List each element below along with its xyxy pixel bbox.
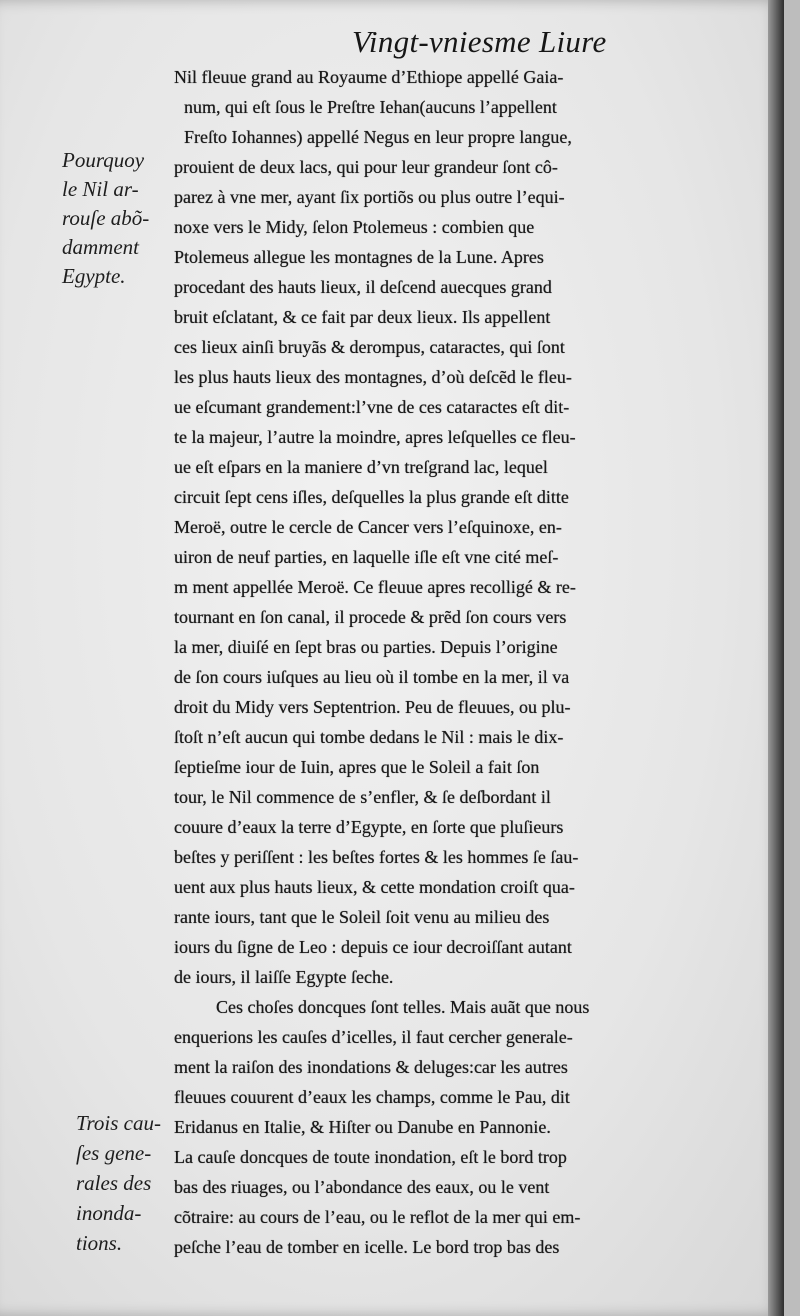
text-line: Eridanus en Italie, & Hiſter ou Danube en Pannonie. (174, 1117, 551, 1137)
text-line: ue eſt eſpars en la maniere d’vn treſgrand lac, lequel (174, 457, 548, 477)
text-line: num, qui eſt ſous le Preſtre Iehan(aucuns l’appellent (184, 97, 557, 117)
margin-note-nile-flooding (62, 146, 149, 291)
text-line: ces lieux ainſi bruyãs & derompus, cataractes, qui ſont (174, 337, 565, 357)
text-line: bruit eſclatant, & ce fait par deux lieux. Ils appellent (174, 307, 551, 327)
margin-note-line: Egypte. (62, 264, 126, 288)
margin-note-line: tions. (76, 1231, 123, 1255)
text-line: la mer, diuiſé en ſept bras ou parties. Depuis l’origine (174, 637, 558, 657)
text-line: uent aux plus hauts lieux, & cette mondation croiſt qua- (174, 877, 575, 897)
text-line: couure d’eaux la terre d’Egypte, en ſorte que pluſieurs (174, 817, 564, 837)
text-line: te la majeur, l’autre la moindre, apres leſquelles ce fleu- (174, 427, 576, 447)
text-line: beſtes y periſſent : les beſtes fortes & les hommes ſe ſau- (174, 847, 579, 867)
text-line: les plus hauts lieux des montagnes, d’où deſcẽd le fleu- (174, 367, 572, 387)
text-line: La cauſe doncques de toute inondation, eſt le bord trop (174, 1147, 567, 1167)
text-line: tournant en ſon canal, il procede & prẽd ſon cours vers (174, 607, 567, 627)
text-line: procedant des hauts lieux, il deſcend auecques grand (174, 277, 552, 297)
text-line: Ptolemeus allegue les montagnes de la Lune. Apres (174, 247, 544, 267)
margin-note-three-causes (76, 1108, 161, 1258)
text-line: bas des riuages, ou l’abondance des eaux, ou le vent (174, 1177, 550, 1197)
text-line: peſche l’eau de tomber en icelle. Le bord trop bas des (174, 1237, 560, 1257)
text-line: droit du Midy vers Septentrion. Peu de fleuues, ou plu- (174, 697, 571, 717)
text-line: cõtraire: au cours de l’eau, ou le reflot de la mer qui em- (174, 1207, 581, 1227)
margin-note-line: ſes gene- (76, 1141, 152, 1165)
text-line: Freſto Iohannes) appellé Negus en leur propre langue, (184, 127, 572, 147)
text-line: circuit ſept cens iſles, deſquelles la plus grande eſt ditte (174, 487, 569, 507)
text-line: uiron de neuf parties, en laquelle iſle eſt vne cité meſ- (174, 547, 559, 567)
text-line: tour, le Nil commence de s’enfler, & ſe deſbordant il (174, 787, 551, 807)
text-line: enquerions les cauſes d’icelles, il faut cercher generale- (174, 1027, 573, 1047)
text-line: Meroë, outre le cercle de Cancer vers l’eſquinoxe, en- (174, 517, 562, 537)
margin-note-line: Trois cau- (76, 1111, 161, 1135)
text-line: Nil fleuue grand au Royaume d’Ethiope appellé Gaia- (174, 67, 564, 87)
text-line: de ſon cours iuſques au lieu où il tombe en la mer, il va (174, 667, 570, 687)
text-line: fleuues couurent d’eaux les champs, comme le Pau, dit (174, 1087, 570, 1107)
text-line: rante iours, tant que le Soleil ſoit venu au milieu des (174, 907, 550, 927)
text-line: de iours, il laiſſe Egypte ſeche. (174, 967, 394, 987)
text-line: ſtoſt n’eſt aucun qui tombe dedans le Nil : mais le dix- (174, 727, 564, 747)
running-header: Vingt-vniesme Liure (352, 24, 607, 59)
margin-note-line: inonda- (76, 1201, 142, 1225)
text-line: parez à vne mer, ayant ſix portiõs ou plus outre l’equi- (174, 187, 565, 207)
margin-note-line: le Nil ar- (62, 177, 139, 201)
margin-note-line: damment (62, 235, 139, 259)
main-text-block (174, 62, 784, 1262)
text-line: ment la raiſon des inondations & deluges:car les autres (174, 1057, 568, 1077)
text-line: iours du ſigne de Leo : depuis ce iour decroiſſant autant (174, 937, 572, 957)
margin-note-line: rales des (76, 1171, 152, 1195)
text-line: ue eſcumant grandement:l’vne de ces cataractes eſt dit- (174, 397, 570, 417)
text-line: ſeptieſme iour de Iuin, apres que le Soleil a fait ſon (174, 757, 540, 777)
margin-note-line: Pourquoy (62, 148, 145, 172)
text-line: m ment appellée Meroë. Ce fleuue apres recolligé & re- (174, 577, 576, 597)
paragraph-start-line: Ces choſes doncques ſont telles. Mais auãt que nous (216, 997, 590, 1017)
text-line: prouient de deux lacs, qui pour leur grandeur ſont cô- (174, 157, 558, 177)
text-line: noxe vers le Midy, ſelon Ptolemeus : combien que (174, 217, 535, 237)
margin-note-line: rouſe abõ- (62, 206, 150, 230)
